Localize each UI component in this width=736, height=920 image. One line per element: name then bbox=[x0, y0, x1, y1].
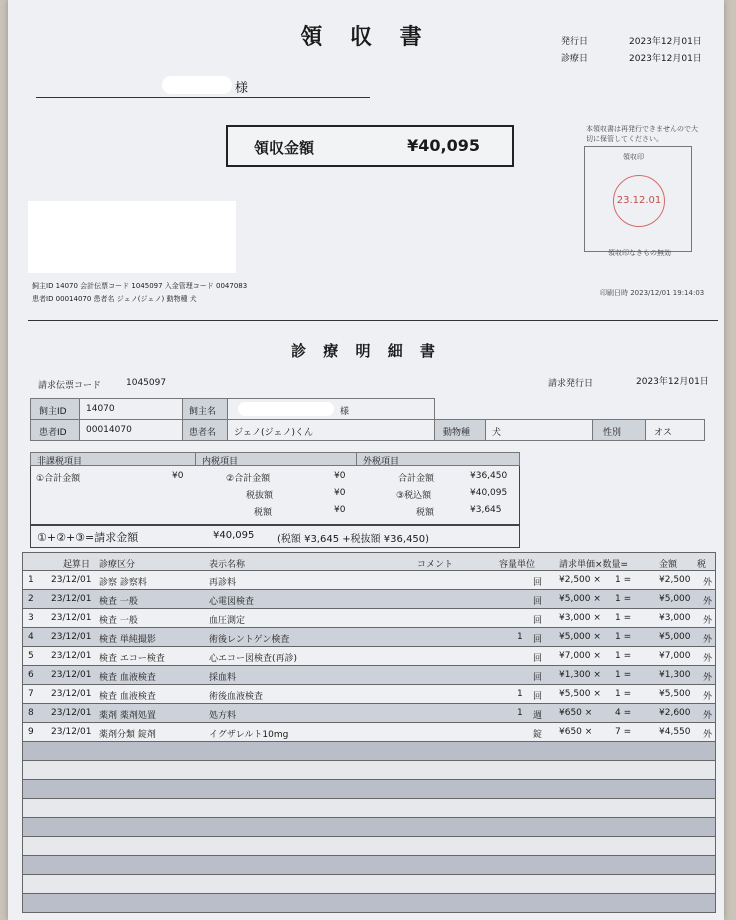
row-count: 1 = bbox=[615, 575, 632, 585]
row-tax: 外 bbox=[703, 673, 713, 683]
empty-table-row bbox=[22, 837, 716, 856]
row-unit: 回 bbox=[533, 654, 543, 664]
patient-info-line: 患者ID 00014070 患者名 ジェノ(ジェノ) 動物種 犬 bbox=[32, 295, 197, 303]
row-category: 検査 血液検査 bbox=[99, 673, 156, 683]
stamp-invalid-note: 領収印なきもの無効 bbox=[608, 249, 671, 257]
row-no: 8 bbox=[28, 708, 34, 718]
row-unit: 週 bbox=[533, 711, 543, 721]
redacted-owner-name-2 bbox=[238, 402, 334, 416]
row-category: 薬剤 薬剤処置 bbox=[99, 711, 156, 721]
row-date: 23/12/01 bbox=[51, 613, 92, 623]
row-date: 23/12/01 bbox=[51, 708, 92, 718]
row-name: 採血料 bbox=[209, 673, 237, 683]
row-no: 9 bbox=[28, 727, 34, 737]
row-unit: 回 bbox=[533, 692, 543, 702]
row-category: 検査 一般 bbox=[99, 597, 138, 607]
row-tax: 外 bbox=[703, 597, 713, 607]
row-amount: ¥1,300 bbox=[659, 670, 691, 680]
row-no: 6 bbox=[28, 670, 34, 680]
visit-date: 2023年12月01日 bbox=[629, 54, 702, 64]
extax-header: 外税項目 bbox=[356, 452, 520, 466]
slip-code: 1045097 bbox=[126, 378, 167, 388]
reissue-note: 本領収書は再発行できませんので大切に保管してください。 bbox=[586, 125, 698, 143]
row-date: 23/12/01 bbox=[51, 632, 92, 642]
receipt-title: 領 収 書 bbox=[300, 25, 432, 50]
intax-pretax: ¥0 bbox=[334, 488, 346, 498]
owner-name-cell: 様 bbox=[227, 398, 435, 420]
extax-total: ¥36,450 bbox=[470, 471, 508, 481]
row-date: 23/12/01 bbox=[51, 727, 92, 737]
row-price: ¥650 × bbox=[559, 708, 593, 718]
table-row bbox=[22, 628, 716, 647]
row-category: 薬剤分類 錠剤 bbox=[99, 730, 156, 740]
intax-total: ¥0 bbox=[334, 471, 346, 481]
row-no: 1 bbox=[28, 575, 34, 585]
patient-id-label-cell: 患者ID bbox=[30, 419, 80, 441]
row-amount: ¥2,600 bbox=[659, 708, 691, 718]
row-amount: ¥3,000 bbox=[659, 613, 691, 623]
slip-code-label: 請求伝票コード bbox=[38, 381, 102, 391]
row-name: 術後血液検査 bbox=[209, 692, 264, 702]
empty-table-row bbox=[22, 856, 716, 875]
table-row bbox=[22, 609, 716, 628]
nontax-total-label: ①合計金額 bbox=[36, 474, 81, 484]
row-tax: 外 bbox=[703, 654, 713, 664]
empty-table-row bbox=[22, 875, 716, 894]
owner-name-label-cell: 飼主名 bbox=[182, 398, 228, 420]
nontax-total: ¥0 bbox=[172, 471, 184, 481]
table-row bbox=[22, 571, 716, 590]
table-row bbox=[22, 685, 716, 704]
row-category: 診察 診察料 bbox=[99, 578, 147, 588]
sex-label-cell: 性別 bbox=[592, 419, 646, 441]
row-count: 1 = bbox=[615, 670, 632, 680]
table-row bbox=[22, 647, 716, 666]
patient-id-cell: 00014070 bbox=[79, 419, 183, 441]
row-price: ¥2,500 × bbox=[559, 575, 601, 585]
row-date: 23/12/01 bbox=[51, 575, 92, 585]
empty-table-row bbox=[22, 894, 716, 913]
row-no: 5 bbox=[28, 651, 34, 661]
redacted-clinic-block bbox=[28, 201, 236, 273]
row-tax: 外 bbox=[703, 616, 713, 626]
empty-table-row bbox=[22, 780, 716, 799]
owner-id-cell: 14070 bbox=[79, 398, 183, 420]
row-name: 心エコー図検査(再診) bbox=[209, 654, 298, 664]
row-count: 7 = bbox=[615, 727, 632, 737]
row-no: 4 bbox=[28, 632, 34, 642]
section-divider bbox=[28, 320, 718, 321]
row-amount: ¥5,500 bbox=[659, 689, 691, 699]
row-count: 1 = bbox=[615, 689, 632, 699]
row-qty: 1 bbox=[517, 632, 523, 642]
nontax-header: 非課税項目 bbox=[30, 452, 196, 466]
issue-date: 2023年12月01日 bbox=[629, 37, 702, 47]
row-date: 23/12/01 bbox=[51, 594, 92, 604]
row-price: ¥7,000 × bbox=[559, 651, 601, 661]
row-name: 処方料 bbox=[209, 711, 237, 721]
row-category: 検査 単純撮影 bbox=[99, 635, 156, 645]
row-name: イグザレルト10mg bbox=[209, 730, 289, 740]
row-price: ¥3,000 × bbox=[559, 613, 601, 623]
row-amount: ¥2,500 bbox=[659, 575, 691, 585]
print-datetime: 印刷日時 2023/12/01 19:14:03 bbox=[600, 289, 705, 297]
patient-name-label-cell: 患者名 bbox=[182, 419, 228, 441]
empty-table-row bbox=[22, 742, 716, 761]
row-unit: 回 bbox=[533, 578, 543, 588]
stamp-box bbox=[584, 146, 692, 252]
summary-row: ①+②+③=請求金額 ¥40,095 (税額 ¥3,645 +税抜額 ¥36,450) bbox=[30, 524, 520, 548]
row-price: ¥5,500 × bbox=[559, 689, 601, 699]
visit-date-label: 診療日 bbox=[561, 54, 589, 64]
table-row bbox=[22, 590, 716, 609]
sex-cell: オス bbox=[645, 419, 705, 441]
species-cell: 犬 bbox=[485, 419, 593, 441]
receipt-sheet bbox=[8, 0, 724, 920]
amount-box bbox=[226, 125, 514, 167]
row-date: 23/12/01 bbox=[51, 689, 92, 699]
name-underline bbox=[36, 97, 370, 98]
row-name: 術後レントゲン検査 bbox=[209, 635, 290, 645]
intax-tax-label: 税額 bbox=[254, 508, 273, 518]
row-amount: ¥4,550 bbox=[659, 727, 691, 737]
row-tax: 外 bbox=[703, 711, 713, 721]
intax-pretax-label: 税抜額 bbox=[246, 491, 274, 501]
row-price: ¥5,000 × bbox=[559, 632, 601, 642]
intax-tax: ¥0 bbox=[334, 505, 346, 515]
row-name: 再診料 bbox=[209, 578, 237, 588]
row-tax: 外 bbox=[703, 730, 713, 740]
row-price: ¥5,000 × bbox=[559, 594, 601, 604]
row-qty: 1 bbox=[517, 708, 523, 718]
receipt-stamp: 23.12.01 bbox=[613, 175, 665, 227]
extax-total-label: 合計金額 bbox=[398, 474, 435, 484]
row-unit: 錠 bbox=[533, 730, 543, 740]
row-no: 2 bbox=[28, 594, 34, 604]
row-unit: 回 bbox=[533, 635, 543, 645]
owner-info-line: 飼主ID 14070 会計伝票コード 1045097 入金管理コード 0047083 bbox=[32, 282, 248, 290]
row-name: 血圧測定 bbox=[209, 616, 246, 626]
intax-header: 内税項目 bbox=[195, 452, 357, 466]
extax-tax: ¥3,645 bbox=[470, 505, 502, 515]
owner-id-label-cell: 飼主ID bbox=[30, 398, 80, 420]
extax-withtax: ¥40,095 bbox=[470, 488, 508, 498]
issue-date-label: 発行日 bbox=[561, 37, 589, 47]
row-unit: 回 bbox=[533, 597, 543, 607]
row-category: 検査 エコー検査 bbox=[99, 654, 165, 664]
empty-table-row bbox=[22, 761, 716, 780]
table-row bbox=[22, 723, 716, 742]
extax-tax-label: 税額 bbox=[416, 508, 435, 518]
row-date: 23/12/01 bbox=[51, 651, 92, 661]
row-unit: 回 bbox=[533, 616, 543, 626]
billing-date-label: 請求発行日 bbox=[548, 379, 594, 389]
redacted-owner-name bbox=[162, 76, 232, 94]
extax-withtax-label: ③税込額 bbox=[396, 491, 432, 501]
row-category: 検査 血液検査 bbox=[99, 692, 156, 702]
table-row bbox=[22, 666, 716, 685]
row-count: 1 = bbox=[615, 613, 632, 623]
table-row bbox=[22, 704, 716, 723]
species-label-cell: 動物種 bbox=[434, 419, 486, 441]
amount-value: ¥40,095 bbox=[407, 136, 480, 155]
statement-title: 診 療 明 細 書 bbox=[291, 342, 441, 360]
empty-table-row bbox=[22, 818, 716, 837]
row-amount: ¥7,000 bbox=[659, 651, 691, 661]
row-name: 心電図検査 bbox=[209, 597, 255, 607]
row-no: 3 bbox=[28, 613, 34, 623]
intax-total-label: ②合計金額 bbox=[226, 474, 271, 484]
row-unit: 回 bbox=[533, 673, 543, 683]
row-amount: ¥5,000 bbox=[659, 632, 691, 642]
row-qty: 1 bbox=[517, 689, 523, 699]
row-no: 7 bbox=[28, 689, 34, 699]
detail-table-header: 起算日 診療区分 表示名称 コメント 容量単位 請求単価×数量= 金額 税 bbox=[22, 552, 716, 571]
row-price: ¥1,300 × bbox=[559, 670, 601, 680]
stamp-label: 領収印 bbox=[623, 153, 644, 161]
row-tax: 外 bbox=[703, 578, 713, 588]
row-amount: ¥5,000 bbox=[659, 594, 691, 604]
row-tax: 外 bbox=[703, 635, 713, 645]
patient-name-cell: ジェノ(ジェノ)くん bbox=[227, 419, 435, 441]
honorific: 様 bbox=[235, 81, 249, 96]
row-category: 検査 一般 bbox=[99, 616, 138, 626]
row-tax: 外 bbox=[703, 692, 713, 702]
empty-table-row bbox=[22, 799, 716, 818]
row-count: 1 = bbox=[615, 632, 632, 642]
row-date: 23/12/01 bbox=[51, 670, 92, 680]
billing-date: 2023年12月01日 bbox=[636, 377, 709, 387]
amount-label: 領収金額 bbox=[254, 139, 315, 157]
row-count: 1 = bbox=[615, 651, 632, 661]
row-price: ¥650 × bbox=[559, 727, 593, 737]
row-count: 1 = bbox=[615, 594, 632, 604]
row-count: 4 = bbox=[615, 708, 632, 718]
